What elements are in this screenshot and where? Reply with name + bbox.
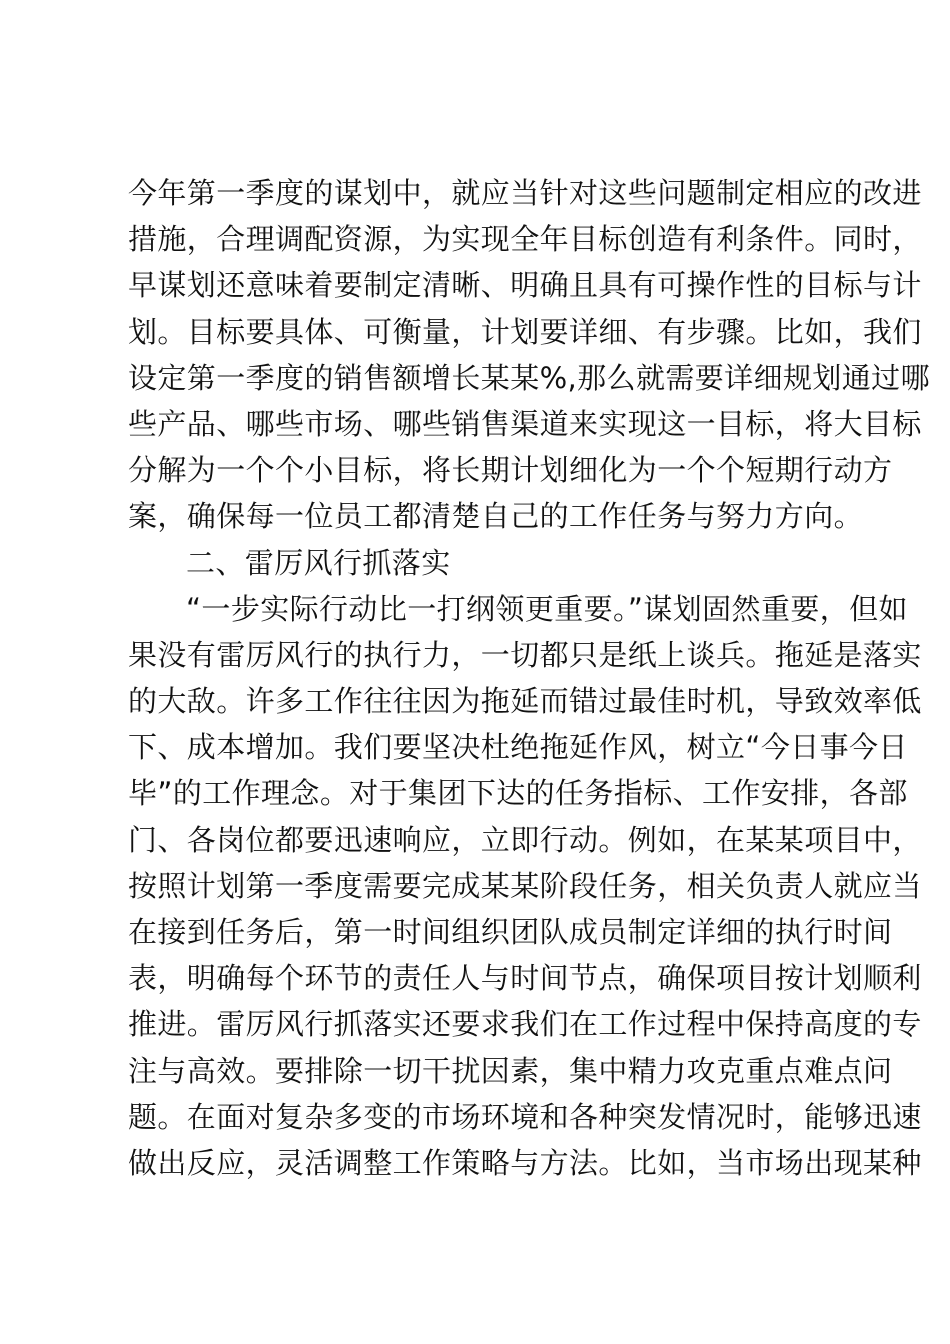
- text-line: 的大敌。许多工作往往因为拖延而错过最佳时机，导致效率低: [128, 684, 922, 719]
- text-line: 今年第一季度的谋划中，就应当针对这些问题制定相应的改进: [128, 176, 922, 210]
- text-line: 毕”的工作理念。对于集团下达的任务指标、工作安排，各部: [128, 776, 908, 811]
- text-line: 果没有雷厉风行的执行力，一切都只是纸上谈兵。拖延是落实: [128, 637, 922, 672]
- text-line: 些产品、哪些市场、哪些销售渠道来实现这一目标，将大目标: [128, 406, 922, 441]
- text-line: 设定第一季度的销售额增长某某%,那么就需要详细规划通过哪: [128, 360, 930, 395]
- text-line: 表，明确每个环节的责任人与时间节点，确保项目按计划顺利: [128, 961, 922, 996]
- paragraph-first-line: “一步实际行动比一打纲领更重要。”谋划固然重要，但如: [186, 591, 908, 626]
- text-line: 在接到任务后，第一时间组织团队成员制定详细的执行时间: [128, 915, 893, 949]
- text-line: 措施，合理调配资源，为实现全年目标创造有利条件。同时，: [128, 222, 922, 257]
- section-heading: 二、雷厉风行抓落实: [186, 545, 451, 580]
- text-line: 案，确保每一位员工都清楚自己的工作任务与努力方向。: [128, 499, 864, 534]
- body-text: [128, 170, 930, 1186]
- text-line: 下、成本增加。我们要坚决杜绝拖延作风，树立“今日事今日: [128, 730, 908, 765]
- text-line: 早谋划还意味着要制定清晰、明确且具有可操作性的目标与计: [128, 268, 922, 303]
- text-line: 门、各岗位都要迅速响应，立即行动。例如，在某某项目中，: [128, 822, 922, 857]
- text-line: 题。在面对复杂多变的市场环境和各种突发情况时，能够迅速: [128, 1099, 922, 1134]
- text-line: 注与高效。要排除一切干扰因素，集中精力攻克重点难点问: [128, 1053, 893, 1088]
- text-line: 按照计划第一季度需要完成某某阶段任务，相关负责人就应当: [128, 868, 922, 903]
- text-line: 划。目标要具体、可衡量，计划要详细、有步骤。比如，我们: [128, 314, 922, 349]
- text-line: 做出反应，灵活调整工作策略与方法。比如，当市场出现某种: [128, 1145, 922, 1180]
- text-line: 分解为一个个小目标，将长期计划细化为一个个短期行动方: [128, 453, 893, 488]
- text-line: 推进。雷厉风行抓落实还要求我们在工作过程中保持高度的专: [128, 1007, 922, 1042]
